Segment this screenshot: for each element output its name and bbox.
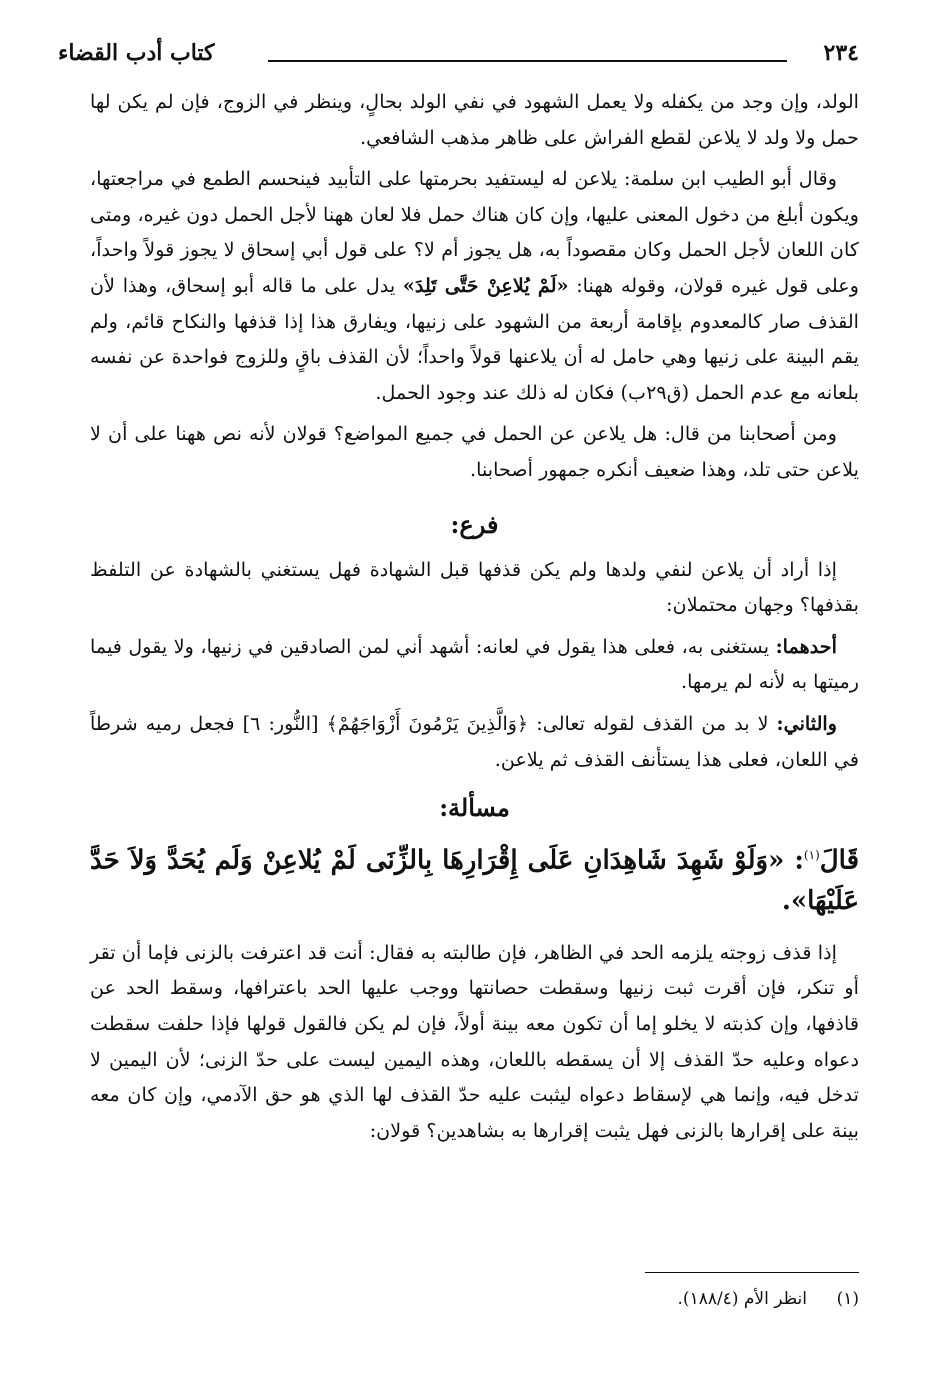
paragraph-ashabuna: ومن أصحابنا من قال: هل يلاعن عن الحمل في جميع المواضع؟ قولان لأنه نص ههنا على أن لا يلاعن حتى تلد، وهذا ضعيف أنكره جمهور أصحابنا. xyxy=(90,422,859,481)
main-text xyxy=(90,84,859,1154)
branch-heading: فرع: xyxy=(450,509,499,539)
footnotes xyxy=(90,1286,859,1312)
paragraph-continuation: الولد، وإن وجد من يكفله ولا يعمل الشهود في نفي الولد بحالٍ، وينظر في الزوج، فإن لم يكن لها حمل ولا ولد لا يلاعن لقطع الفراش على ظاهر مذهب الشافعي. xyxy=(90,90,859,149)
qala-word: قَالَ xyxy=(819,845,859,876)
footnote-number: (١) xyxy=(836,1289,859,1309)
footnote-item xyxy=(90,1286,859,1312)
footnote-rule xyxy=(645,1272,859,1273)
paragraph-text: يدل على ما قاله أبو إسحاق، وهذا لأن القذف صار كالمعدوم بإقامة أربعة من الشهود على زنيها، ويفارق هذا إذا قذفها والنكاح قائم، ولم يقم البينة على زنيها وهي حامل له أن يلاعنها قولاً واحداً؛ لأن القذف باقٍ وللزوج فواحدة عن نفسه بلعانه مع عدم الحمل (ق٢٩ب) فكان له ذلك عند وجود الحمل. xyxy=(90,273,859,404)
footnote-ref[interactable]: (١) xyxy=(803,848,820,863)
paragraph-abu-al-tayyib xyxy=(90,161,859,410)
matn-text: : «وَلَوْ شَهِدَ شَاهِدَانِ عَلَى إِقْرَارِهَا بِالزِّنَى لَمْ يُلاعِنْ وَلَم يُحَدَّ وَلاَ حَدَّ عَلَيْهَا». xyxy=(90,845,859,916)
branch-second-view xyxy=(90,706,859,777)
quran-verse: ﴿وَالَّذِينَ يَرْمُونَ أَزْوَاجَهُمْ﴾ xyxy=(326,711,529,735)
header-rule xyxy=(268,60,787,62)
branch-intro: إذا أراد أن يلاعن لنفي ولدها ولم يكن قذفها قبل الشهادة فهل يستغني بالشهادة عن التلفظ بقذفها؟ وجهان محتملان: xyxy=(90,557,859,617)
first-text: يستغنى به، فعلى هذا يقول في لعانه: أشهد أني لمن الصادقين في زنيها، ولا يقول فيما رميتها به لأنه لم يرمها. xyxy=(90,634,859,694)
second-label: والثاني: xyxy=(776,711,838,735)
page-header xyxy=(58,40,859,80)
paragraph-text: وقال أبو الطيب ابن سلمة: يلاعن له ليستفيد بحرمتها على التأبيد فينحسم الطمع في مراجعتها، ويكون أبلغ من دخول المعنى عليها، وإن كان هناك حمل فلا لعان ههنا لأجل الحمل دون غيره، ومتى كان اللعان لأجل الحمل وكان مقصوداً به، هل يجوز أم لا؟ على قول أبي إسحاق لا يجوز قولاً واحداً، وعلى قول غيره قولان، وقوله ههنا: xyxy=(90,167,859,297)
issue-matn xyxy=(90,835,859,921)
page-number: ٢٣٤ xyxy=(823,40,859,66)
second-text-end: [النُّور: ٦] فجعل رميه شرطاً في اللعان، فعلى هذا يستأنف القذف ثم يلاعن. xyxy=(90,711,859,771)
second-text: لا بد من القذف لقوله تعالى: xyxy=(528,711,777,735)
book-title: كتاب أدب القضاء xyxy=(58,40,215,66)
issue-heading: مسألة: xyxy=(439,793,510,823)
footnote-text: انظر الأم (١٨٨/٤). xyxy=(677,1289,807,1309)
branch-first-view xyxy=(90,629,859,700)
issue-commentary: إذا قذف زوجته يلزمه الحد في الظاهر، فإن طالبته به فقال: أنت قد اعترفت بالزنى فإما أن تقر أو تنكر، فإن أقرت ثبت زنيها وسقطت حصانتها ووجب عليها الحد باعترافها، وسقط الحد عن قاذفها، وإن كذبته لا يخلو إما أن تكون معه بينة أولاً، فإن لم يكن فالقول قولها فإذا حلفت سقطت دعواه وعليه حدّ القذف إلا أن يسقطه باللعان، وهذه اليمين ليست على حدّ الزنى؛ لأن اليمين لا تدخل فيه، وإنما هي لإسقاط دعواه ليثبت عليه حدّ القذف لها الذي هو حق الآدمي، وإن كان معه بينة على إقرارها بالزنى فهل يثبت إقرارها به بشاهدين؟ قولان: xyxy=(90,940,859,1142)
quoted-matn: «لَمْ يُلاعِنْ حَتَّى تَلِدَ» xyxy=(402,273,569,297)
first-label: أحدهما: xyxy=(775,634,837,658)
